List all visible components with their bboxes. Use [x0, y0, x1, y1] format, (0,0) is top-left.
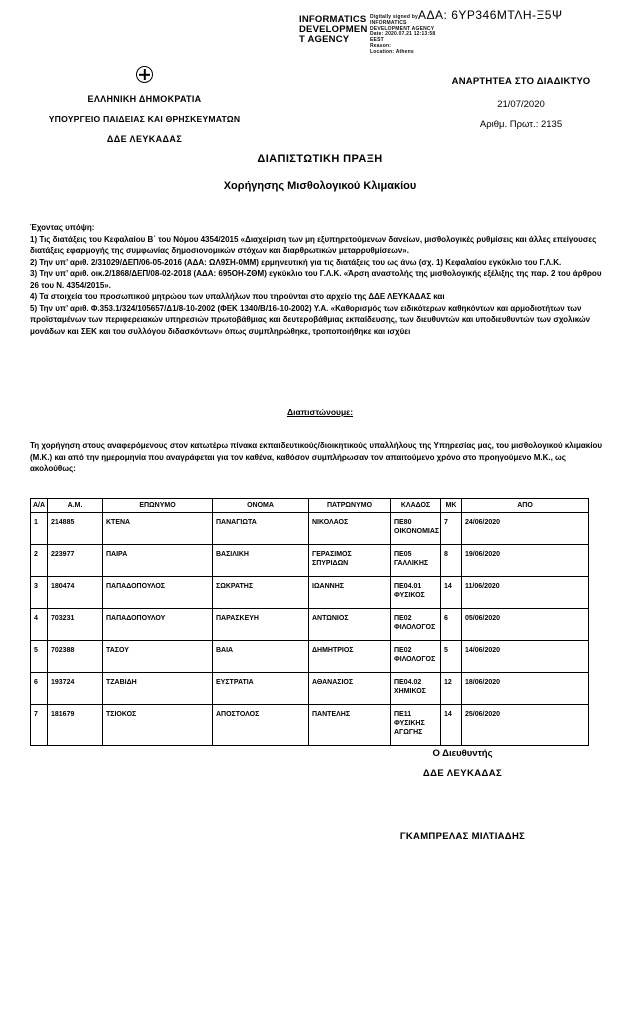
table-row [31, 609, 589, 641]
table-header-cell: ΠΑΤΡΩΝΥΜΟ [309, 499, 391, 513]
signature-detail-line: INFORMATICS [370, 19, 407, 26]
table-cell: 703231 [48, 609, 103, 641]
consideration-item: 2) Την υπ’ αριθ. 2/31029/ΔΕΠ/06-05-2016 (ΑΔΑ: ΩΛ9ΣΗ-0ΜΜ) ερμηνευτική για τις διατάξεις του ως άνω (σχ. 1) Κεφαλαίου εγκύκλιο του Γ.Λ.Κ. [30, 257, 562, 267]
table-cell: ΠΑΠΑΔΟΠΟΥΛΟΥ [103, 609, 213, 641]
table-cell: 180474 [48, 577, 103, 609]
considerations-block [30, 222, 612, 337]
table-header-cell: ΑΠΟ [462, 499, 589, 513]
table-cell: ΠΑΡΑΣΚΕΥΗ [213, 609, 309, 641]
table-cell: ΣΩΚΡΑΤΗΣ [213, 577, 309, 609]
decision-heading: Διαπιστώνουμε: [286, 407, 354, 417]
table-header-cell: Α/Α [31, 499, 48, 513]
table-cell: 181679 [48, 705, 103, 746]
salary-scale-table-wrapper [30, 498, 589, 746]
table-header-cell: Α.Μ. [48, 499, 103, 513]
salary-scale-table [30, 498, 589, 746]
table-cell: ΑΝΤΩΝΙΟΣ [309, 609, 391, 641]
table-cell: 7 [31, 705, 48, 746]
signer-name: ΓΚΑΜΠΡΕΛΑΣ ΜΙΛΤΙΑΔΗΣ [399, 831, 526, 842]
publish-notice: ΑΝΑΡΤΗΤΕΑ ΣΤΟ ΔΙΑΔΙΚΤΥΟ [451, 76, 591, 87]
table-cell: 1 [31, 513, 48, 545]
signature-agency-line: DEVELOPMEN [299, 24, 368, 35]
protocol-number: Αριθμ. Πρωτ.: 2135 [479, 119, 563, 130]
table-cell: ΠΕ04.01 ΦΥΣΙΚΟΣ [391, 577, 441, 609]
signature-detail-line: Digitally signed by [370, 14, 418, 20]
table-cell: ΠΕ02 ΦΙΛΟΛΟΓΟΣ [391, 609, 441, 641]
table-cell: ΑΠΟΣΤΟΛΟΣ [213, 705, 309, 746]
table-cell: ΒΑΣΙΛΙΚΗ [213, 545, 309, 577]
signature-agency-name [299, 14, 368, 56]
table-cell: ΕΥΣΤΡΑΤΙΑ [213, 673, 309, 705]
table-cell: ΚΤΕΝΑ [103, 513, 213, 545]
header-left [22, 66, 267, 144]
table-cell: ΔΗΜΗΤΡΙΟΣ [309, 641, 391, 673]
table-cell: ΠΕ05 ΓΑΛΛΙΚΗΣ [391, 545, 441, 577]
considerations-items [30, 234, 612, 338]
table-cell: ΠΑΝΑΓΙΩΤΑ [213, 513, 309, 545]
table-cell: 24/06/2020 [462, 513, 589, 545]
document-date: 21/07/2020 [497, 99, 545, 110]
table-cell: 7 [441, 513, 462, 545]
table-cell: 4 [31, 609, 48, 641]
directorate-title: ΔΔΕ ΛΕΥΚΑΔΑΣ [106, 134, 183, 144]
table-cell: 214885 [48, 513, 103, 545]
table-cell: 25/06/2020 [462, 705, 589, 746]
table-cell: ΑΘΑΝΑΣΙΟΣ [309, 673, 391, 705]
signature-agency-line: T AGENCY [299, 34, 350, 45]
considerations-intro: Έχοντας υπόψη: [30, 223, 95, 232]
table-cell: ΠΑΠΑΔΟΠΟΥΛΟΣ [103, 577, 213, 609]
table-cell: ΓΕΡΑΣΙΜΟΣ ΣΠΥΡΙΔΩΝ [309, 545, 391, 577]
table-cell: ΤΑΣΟΥ [103, 641, 213, 673]
table-cell: 12 [441, 673, 462, 705]
header-right [428, 76, 614, 130]
document-subtitle: Χορήγησης Μισθολογικού Κλιμακίου [223, 180, 417, 192]
table-cell: ΠΕ02 ΦΙΛΟΛΟΓΟΣ [391, 641, 441, 673]
table-cell: ΤΖΑΒΙΔΗ [103, 673, 213, 705]
signature-detail-line: DEVELOPMENT AGENCY [370, 25, 435, 32]
table-cell: 11/06/2020 [462, 577, 589, 609]
table-cell: ΠΕ80 ΟΙΚΟΝΟΜΙΑΣ [391, 513, 441, 545]
table-cell: 223977 [48, 545, 103, 577]
table-header-row [31, 499, 589, 513]
table-cell: 2 [31, 545, 48, 577]
republic-title: ΕΛΛΗΝΙΚΗ ΔΗΜΟΚΡΑΤΙΑ [87, 94, 202, 104]
table-row [31, 513, 589, 545]
table-cell: ΠΕ04.02 ΧΗΜΙΚΟΣ [391, 673, 441, 705]
table-row [31, 673, 589, 705]
table-cell: 19/06/2020 [462, 545, 589, 577]
table-cell: 6 [441, 609, 462, 641]
table-header-cell: ΕΠΩΝΥΜΟ [103, 499, 213, 513]
signature-details [370, 15, 435, 56]
greek-emblem-icon [136, 66, 153, 83]
table-cell: ΝΙΚΟΛΑΟΣ [309, 513, 391, 545]
table-cell: 5 [441, 641, 462, 673]
table-cell: 8 [441, 545, 462, 577]
ministry-title: ΥΠΟΥΡΓΕΙΟ ΠΑΙΔΕΙΑΣ ΚΑΙ ΘΡΗΣΚΕΥΜΑΤΩΝ [48, 114, 241, 124]
table-cell: 18/06/2020 [462, 673, 589, 705]
signature-detail-line: Reason: [370, 42, 392, 49]
consideration-item: 5) Την υπ’ αριθ. Φ.353.1/324/105657/Δ1/8-10-2002 (ΦΕΚ 1340/Β/16-10-2002) Υ.Α. «Καθορισμός των ειδικότερων καθηκόντων και αρμοδιοτήτων των προϊσταμένων των περιφερειακών υπηρεσιών πρωτοβάθμιας και δευτεροβάθμιας εκπαίδευσης, των διευθυντών και υποδιευθυντών των σχολικών μονάδων και ΣΕΚ και του συλλόγου διδασκόντων» όπως συμπληρώθηκε, τροποποιήθηκε και ισχύει [30, 303, 591, 336]
table-row [31, 545, 589, 577]
signature-block [345, 748, 580, 842]
signature-detail-line: Date: 2020.07.21 12:13:58 [370, 31, 436, 38]
ada-code: ΑΔΑ: 6ΥΡ346ΜΤΛΗ-Ξ5Ψ [418, 8, 563, 22]
table-header-cell: ΚΛΑΔΟΣ [391, 499, 441, 513]
table-row [31, 577, 589, 609]
consideration-item: 1) Τις διατάξεις του Κεφαλαίου Β΄ του Νόμου 4354/2015 «Διαχείριση των μη εξυπηρετούμενων δανείων, μισθολογικές ρυθμίσεις και άλλες επείγουσες διατάξεις εφαρμογής της συμφωνίας δημοσιονομικών στόχων και διαρθρωτικών μεταρρυθμίσεων». [30, 234, 597, 255]
consideration-item: 4) Τα στοιχεία του προσωπικού μητρώου των υπαλλήλων που τηρούνται στο αρχείο της ΔΔΕ ΛΕΥΚΑΔΑΣ και [30, 292, 445, 301]
signer-title: Ο Διευθυντής [432, 748, 493, 759]
decision-paragraph: Τη χορήγηση στους αναφερόμενους στον κατωτέρω πίνακα εκπαιδευτικούς/διοικητικούς υπαλλήλους της Υπηρεσίας μας, του μισθολογικού κλιμακίου (Μ.Κ.) και από την ημερομηνία που αναγράφεται για τον καθένα, καθόσον συμπλήρωσαν τον απαιτούμενο χρόνο στο προηγούμενο Μ.Κ., ως ακολούθως: [30, 441, 603, 473]
table-cell: 193724 [48, 673, 103, 705]
table-cell: ΙΩΑΝΝΗΣ [309, 577, 391, 609]
table-cell: 3 [31, 577, 48, 609]
table-cell: 14 [441, 705, 462, 746]
consideration-item: 3) Την υπ’ αριθ. οικ.2/1868/ΔΕΠ/08-02-2018 (ΑΔΑ: 695ΟΗ-ΖΘΜ) εγκύκλιο του Γ.Λ.Κ. «Άρση αναστολής της μισθολογικής εξέλιξης της παρ. 2 του άρθρου 26 του Ν. 4354/2015». [30, 269, 602, 290]
table-cell: 05/06/2020 [462, 609, 589, 641]
title-block [0, 153, 640, 192]
signature-agency-line: INFORMATICS [299, 14, 367, 25]
table-cell: ΤΣΙΟΚΟΣ [103, 705, 213, 746]
table-cell: 6 [31, 673, 48, 705]
table-header-cell: ΟΝΟΜΑ [213, 499, 309, 513]
table-cell: 14 [441, 577, 462, 609]
table-cell: ΠΕ11 ΦΥΣΙΚΗΣ ΑΓΩΓΗΣ [391, 705, 441, 746]
table-cell: ΠΑΝΤΕΛΗΣ [309, 705, 391, 746]
table-header-cell: ΜΚ [441, 499, 462, 513]
signature-detail-line: Location: Athens [370, 48, 414, 55]
signature-detail-line: EEST [370, 37, 384, 44]
table-cell: 14/06/2020 [462, 641, 589, 673]
table-row [31, 641, 589, 673]
table-row [31, 705, 589, 746]
digital-signature-stamp [299, 15, 435, 56]
table-cell: ΒΑΙΑ [213, 641, 309, 673]
signer-office: ΔΔΕ ΛΕΥΚΑΔΑΣ [422, 768, 503, 779]
table-cell: 702388 [48, 641, 103, 673]
table-cell: ΠΑΙΡΑ [103, 545, 213, 577]
document-title: ΔΙΑΠΙΣΤΩΤΙΚΗ ΠΡΑΞΗ [257, 153, 383, 165]
table-cell: 5 [31, 641, 48, 673]
